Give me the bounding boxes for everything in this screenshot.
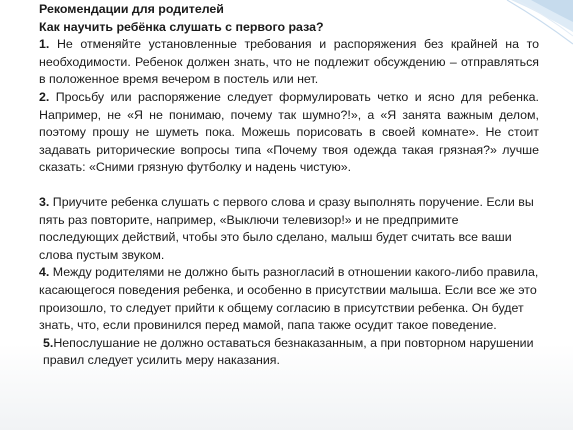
recommendation-1 [39,36,539,89]
recommendation-3 [39,194,539,264]
recommendation-number: 1. [39,37,50,52]
recommendation-text: Просьбу или распоряжение следует формулировать четко и ясно для ребенка. Например, не «Я не понимаю, почему так шумно?!», а «Я занята важным делом, поэтому прошу не шуметь пока. Можешь порисовать в своей комнате». Не стоит задавать риторические вопросы типа «Почему твоя одежда такая грязная?» лучше сказать: «Сними грязную футболку и надень чистую». [39,89,539,175]
recommendation-number: 4. [39,265,50,280]
slide-question: Как научить ребёнка слушать с первого раза? [39,19,324,34]
slide-title: Рекомендации для родителей [39,2,224,16]
slide-content [39,1,539,370]
recommendation-text: Между родителями не должно быть разногласий в отношении какого-либо правила, касающегося поведения ребенка, и особенно в присутствии малыша. Если все же это произошло, то следует прийти к общему согласию в присутствии ребенка. Он будет знать, что, если провинился перед мамой, папа также осудит такое поведение. [39,265,539,333]
recommendation-text: Не отменяйте установленные требования и распоряжения без крайней на то необходимости. Ребенок должен знать, что не подлежит обсуждению – отправляться в положенное время вечером в постель или нет. [39,37,539,87]
recommendation-text: Непослушание не должно оставаться безнаказанным, а при повторном нарушении правил следует усилить меру наказания. [43,335,534,368]
recommendation-4 [39,264,539,334]
recommendation-2 [39,89,539,177]
recommendation-number: 5. [43,335,54,350]
recommendation-5 [39,335,539,370]
paragraph-gap [39,177,539,194]
recommendation-number: 3. [39,194,50,209]
recommendation-number: 2. [39,89,50,104]
recommendation-text: Приучите ребенка слушать с первого слова и сразу выполнять поручение. Если вы пять раз повторите, например, «Выключи телевизор!» и не предпримите последующих действий, чтобы это было сделано, малыш будет считать все ваши слова пустым звуком. [39,194,534,262]
